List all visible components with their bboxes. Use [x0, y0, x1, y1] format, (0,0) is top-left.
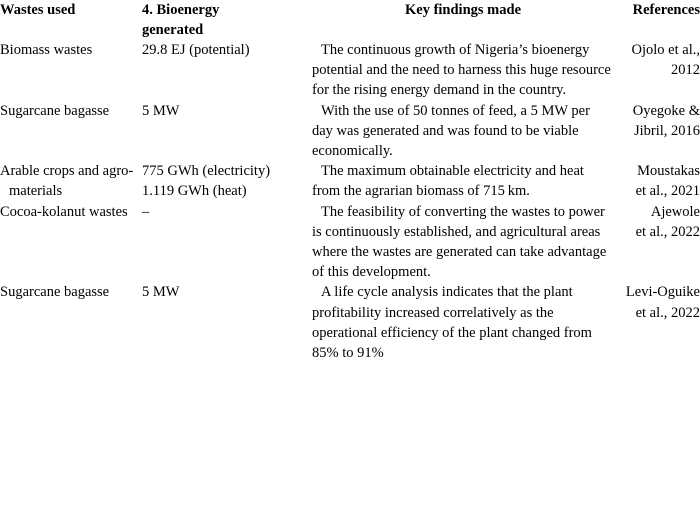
cell-bioenergy-generated-line: – — [142, 203, 150, 220]
cell-references-line: et al., 2022 — [635, 223, 700, 240]
cell-key-findings-text: With the use of 50 tonnes of feed, a 5 MW per day was generated and was found to be viable economically. — [312, 102, 590, 160]
cell-wastes-used-text: Sugarcane bagasse — [0, 102, 110, 119]
cell-key-findings — [312, 161, 614, 201]
cell-references-line: Levi-Oguike — [625, 284, 700, 301]
cell-references-line: Moustakas — [637, 163, 700, 180]
column-header-references — [614, 0, 700, 40]
cell-references-line: Jibril, 2016 — [633, 122, 700, 139]
table-row — [0, 40, 700, 101]
table-header — [0, 0, 700, 40]
cell-bioenergy-generated — [142, 101, 312, 162]
cell-wastes-used — [0, 202, 142, 283]
column-header-bioenergy-generated-line1: 4. Bioenergy — [142, 2, 220, 18]
column-header-wastes-used-label: Wastes used — [0, 2, 76, 18]
cell-bioenergy-generated-line: 29.8 EJ (potential) — [142, 42, 250, 58]
cell-wastes-used — [0, 101, 142, 162]
cell-key-findings-text: A life cycle analysis indicates that the plant profitability increased correlatively as the operational efficiency of the plant changed from 85% to 91% — [312, 284, 592, 362]
cell-wastes-used-text: Biomass wastes — [0, 42, 93, 58]
column-header-key-findings — [312, 0, 614, 40]
cell-key-findings-text: The maximum obtainable electricity and heat from the agrarian biomass of 715 km. — [312, 163, 584, 200]
cell-references-line: Ajewole — [650, 203, 700, 220]
cell-key-findings-text: The continuous growth of Nigeria’s bioenergy potential and the need to harness this huge resource for the rising energy demand in the country. — [312, 42, 611, 99]
table-body — [0, 40, 700, 363]
cell-bioenergy-generated-line: 5 MW — [142, 284, 180, 301]
column-header-bioenergy-generated — [142, 0, 312, 40]
column-header-bioenergy-generated-line2: generated — [142, 22, 204, 38]
cell-bioenergy-generated-line: 1.119 GWh (heat) — [142, 183, 247, 200]
cell-references-line: 2012 — [671, 62, 700, 79]
cell-bioenergy-generated — [142, 40, 312, 101]
cell-references — [614, 282, 700, 363]
cell-references-line: et al., 2022 — [635, 304, 700, 321]
cell-bioenergy-generated — [142, 282, 312, 363]
cell-key-findings-text: The feasibility of converting the wastes to power is continuously established, and agricultural areas where the wastes are generated can take advantage of this development. — [312, 203, 607, 281]
cell-bioenergy-generated-line: 5 MW — [142, 102, 180, 119]
column-header-references-label: References — [632, 2, 700, 18]
cell-key-findings — [312, 202, 614, 283]
cell-wastes-used — [0, 282, 142, 363]
table-row — [0, 161, 700, 201]
header-row — [0, 0, 700, 40]
cell-references-line: et al., 2021 — [635, 183, 700, 200]
cell-wastes-used-text: Cocoa-kolanut wastes — [0, 203, 128, 220]
cell-bioenergy-generated — [142, 161, 312, 201]
cell-wastes-used-text: Sugarcane bagasse — [0, 284, 110, 301]
table-row — [0, 202, 700, 283]
cell-references — [614, 202, 700, 283]
cell-bioenergy-generated-line: 775 GWh (electricity) — [142, 163, 271, 180]
cell-wastes-used — [0, 40, 142, 101]
cell-key-findings — [312, 282, 614, 363]
cell-bioenergy-generated — [142, 202, 312, 283]
cell-references-line: Oyegoke & — [632, 102, 700, 119]
cell-key-findings — [312, 40, 614, 101]
cell-wastes-used-text: Arable crops and agro-materials — [0, 163, 134, 200]
table-row — [0, 101, 700, 162]
cell-wastes-used — [0, 161, 142, 201]
column-header-key-findings-label: Key findings made — [404, 2, 521, 18]
cell-references — [614, 40, 700, 101]
cell-references — [614, 101, 700, 162]
cell-references — [614, 161, 700, 201]
column-header-wastes-used — [0, 0, 142, 40]
cell-references-line: Ojolo et al., — [631, 42, 700, 58]
table-row — [0, 282, 700, 363]
cell-key-findings — [312, 101, 614, 162]
